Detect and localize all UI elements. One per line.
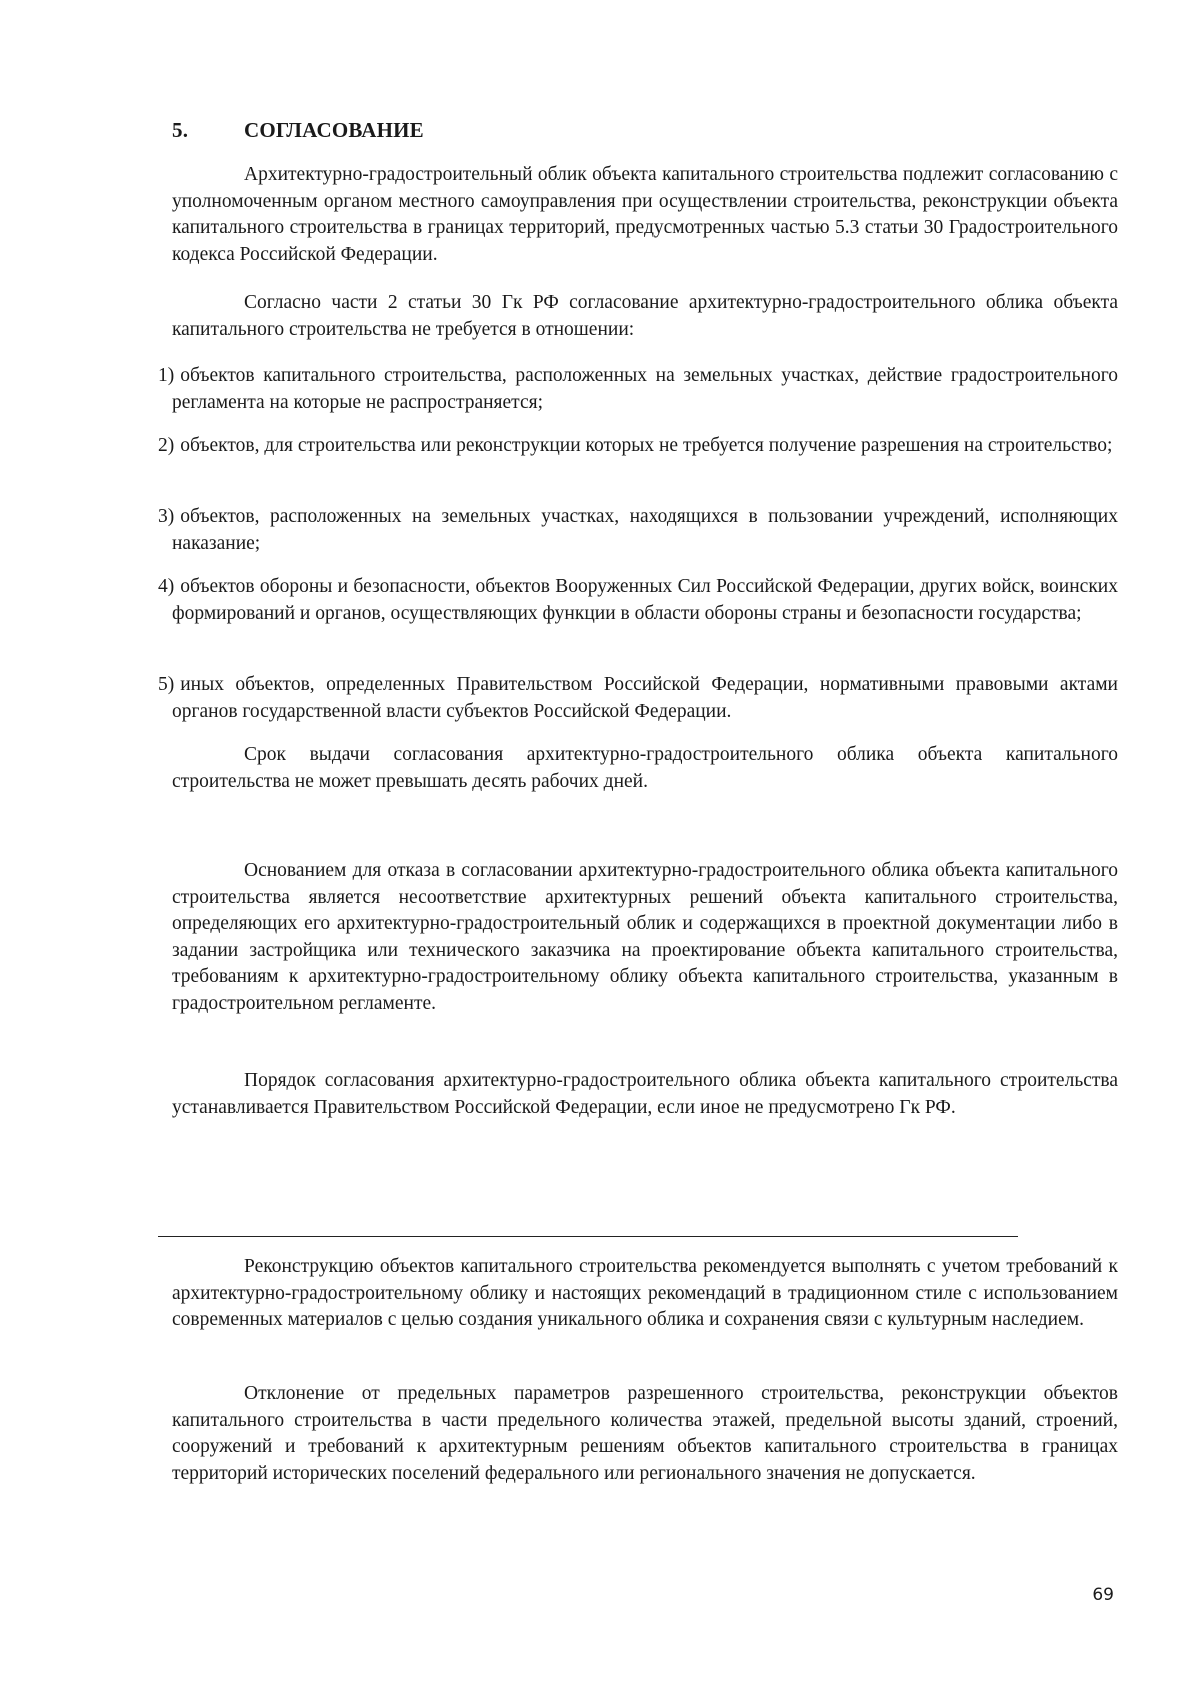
section-divider bbox=[158, 1236, 1018, 1237]
paragraph-procedure: Порядок согласования архитектурно-градостроительного облика объекта капитального строительства устанавливается Правительством Российской Федерации, если иное не предусмотрено Гк РФ. bbox=[172, 1070, 1118, 1118]
section-number: 5. bbox=[172, 118, 189, 142]
list-item-text: объектов капитального строительства, расположенных на земельных участках, действие градостроительного регламента на которые не распространяется; bbox=[172, 365, 1118, 413]
paragraph-approval-requirement: Архитектурно-градостроительный облик объекта капитального строительства подлежит согласованию с уполномоченным органом местного самоуправления при осуществлении строительства, реконструкции объекта капитального строительства в границах территорий, предусмотренных частью 5.3 статьи 30 Градостроительного кодекса Российской Федерации. bbox=[172, 164, 1118, 265]
page-number: 69 bbox=[1092, 1585, 1114, 1605]
section-title: СОГЛАСОВАНИЕ bbox=[244, 118, 424, 142]
list-item-marker: 2) bbox=[158, 435, 175, 456]
section-heading bbox=[172, 118, 424, 143]
list-item-marker: 1) bbox=[158, 365, 175, 386]
paragraph-refusal-grounds: Основанием для отказа в согласовании архитектурно-градостроительного облика объекта капитального строительства является несоответствие архитектурных решений объекта капитального строительства, определяющих его архитектурно-градостроительный облик и содержащихся в проектной документации либо в задании застройщика или технического заказчика на проектирование объекта капитального строительства, требованиям к архитектурно-градостроительному облику объекта капитального строительства, указанным в градостроительном регламенте. bbox=[172, 860, 1118, 1014]
list-item-text: иных объектов, определенных Правительством Российской Федерации, нормативными правовыми актами органов государственной власти субъектов Российской Федерации. bbox=[172, 674, 1118, 722]
paragraph-deadline: Срок выдачи согласования архитектурно-градостроительного облика объекта капитального строительства не может превышать десять рабочих дней. bbox=[172, 744, 1118, 792]
list-item-text: объектов, для строительства или реконструкции которых не требуется получение разрешения на строительство; bbox=[180, 435, 1113, 456]
list-item bbox=[158, 672, 1118, 725]
list-item-marker: 5) bbox=[158, 674, 175, 695]
paragraph-exemptions-intro: Согласно части 2 статьи 30 Гк РФ согласование архитектурно-градостроительного облика объекта капитального строительства не требуется в отношении: bbox=[172, 292, 1118, 340]
paragraph-deviation-prohibition: Отклонение от предельных параметров разрешенного строительства, реконструкции объектов капитального строительства в части предельного количества этажей, предельной высоты зданий, строений, сооружений и требований к архитектурным решениям объектов капитального строительства в границах территорий исторических поселений федерального или регионального значения не допускается. bbox=[172, 1383, 1118, 1484]
list-item bbox=[158, 574, 1118, 627]
paragraph-reconstruction-recommendation: Реконструкцию объектов капитального строительства рекомендуется выполнять с учетом требований к архитектурно-градостроительному облику и настоящих рекомендаций в традиционном стиле с использованием современных материалов с целью создания уникального облика и сохранения связи с культурным наследием. bbox=[172, 1256, 1118, 1330]
list-item-text: объектов, расположенных на земельных участках, находящихся в пользовании учреждений, исполняющих наказание; bbox=[172, 506, 1118, 554]
list-item-text: объектов обороны и безопасности, объектов Вооруженных Сил Российской Федерации, других войск, воинских формирований и органов, осуществляющих функции в области обороны страны и безопасности государства; bbox=[172, 576, 1118, 624]
list-item bbox=[158, 504, 1118, 557]
list-item bbox=[158, 433, 1118, 460]
list-item-marker: 4) bbox=[158, 576, 175, 597]
list-item-marker: 3) bbox=[158, 506, 175, 527]
list-item bbox=[158, 363, 1118, 416]
